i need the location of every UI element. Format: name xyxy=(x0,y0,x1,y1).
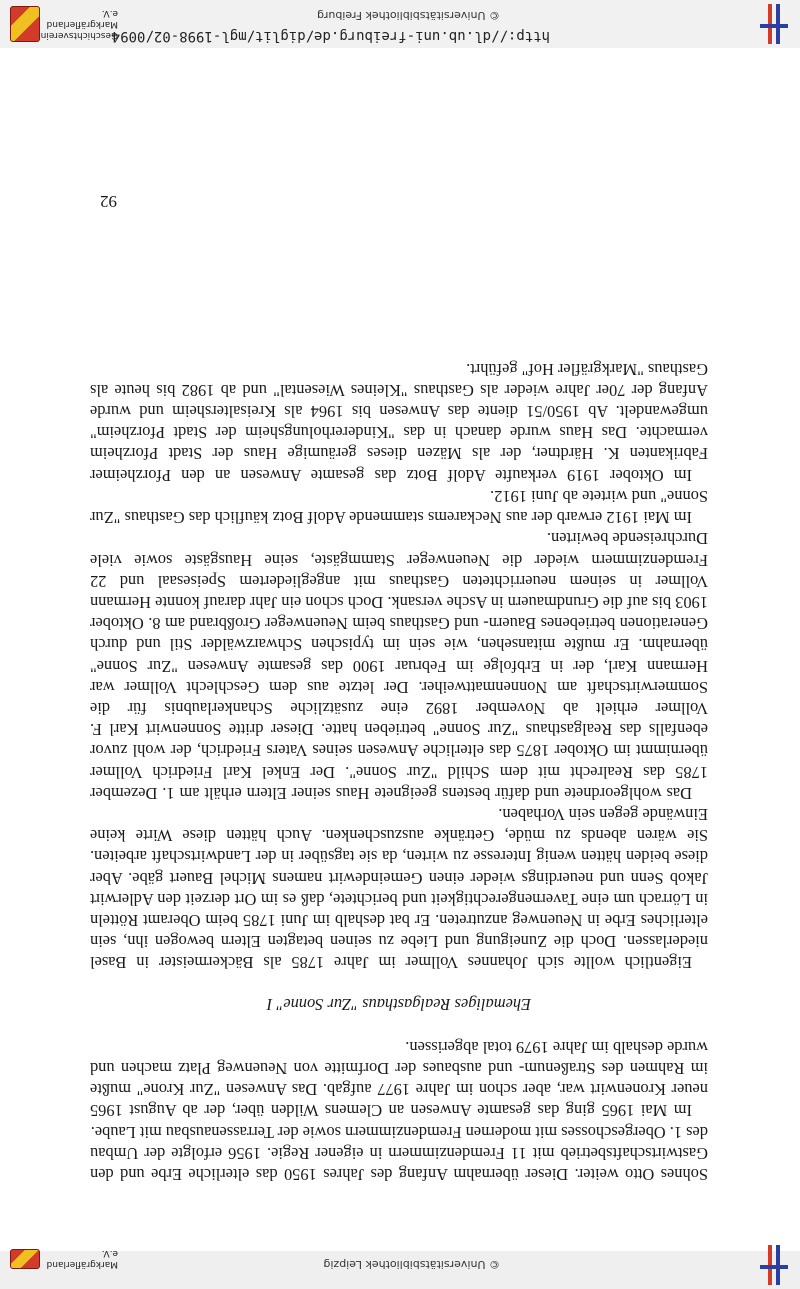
copyright-notice: © Universitätsbibliothek Freiburg xyxy=(317,9,500,22)
society-name xyxy=(40,7,118,40)
library-banner xyxy=(0,0,800,48)
library-logo-icon xyxy=(760,4,792,44)
paragraph: Im Mai 1965 ging das gesamte Anwesen an Clemens Wilden über, der ab August 1965 neuer Kronenwirt war, aber schon im Jahre 1977 aufgab. Das Anwesen "Zur Krone" mußte im Rahmen des Straßenum- und ausbaues der Dorfmitte von Neuenweg Platz machen und wurde deshalb im Jahre 1979 total abgerissen. xyxy=(90,1037,708,1121)
paragraph: Das wohlgeordnete und dafür bestens geeignete Haus seiner Eltern erhält am 1. Dezember 1785 das Realrecht mit dem Schild "Zur Sonne". Der Enkel Karl Friedrich Vollmer übernimmt im Oktober 1875 das elterliche Anwesen seines Vaters Friedrich, der wohl zuvor ebenfalls das Realgasthaus "Zur Sonne" betrieben hatte. Dieser dritte Sonnenwirt Karl F. Vollmer erhielt ab November 1892 eine zusätzliche Schankerlaubnis für die Sommerwirtschaft am Nonnenmattweiher. Der letzte aus dem Geschlecht Vollmer war Hermann Karl, der in Erbfolge im Februar 1900 das gesamte Anwesen "Zur Sonne" übernahm. Er mußte mitansehen, wie sein im typischen Schwarzwälder Stil und durch Generationen betriebenes Bauern- und Gasthaus beim Neuenweger Großbrand am 8. Oktober 1903 bis auf die Grundmauern in Asche versank. Doch schon ein Jahr darauf konnte Hermann Vollmer in seinem neuerrichteten Gasthaus mit angegliedertem Speisesaal und 22 Fremdenzimmern wieder die Neuenweger Stammgäste, seine Hausgäste sowie viele Durchreisende bewirten. xyxy=(90,529,708,803)
society-name-line: Geschichtsverein xyxy=(40,30,118,40)
society-crest-icon xyxy=(10,6,40,42)
society-crest-icon xyxy=(10,1249,40,1269)
partial-library-banner xyxy=(0,1248,800,1289)
paragraph: Im Mai 1912 erwarb der aus Neckarems stammende Adolf Botz käuflich das Gasthaus "Zur Sonne" und wirtete ab Juni 1912. xyxy=(90,486,708,528)
partial-copyright: © Universitätsbibliothek Leipzig xyxy=(323,1258,500,1271)
paragraph: Sohnes Otto weiter. Dieser übernahm Anfang des Jahres 1950 das elterliche Erbe und den Gastwirtschaftsbetrieb mit 11 Fremdenzimmern in eigener Regie. 1956 erfolgte der Umbau des 1. Obergeschosses mit modernen Fremdenzimmern sowie der Terrassenausbau mit Laube. xyxy=(90,1122,708,1184)
paragraph: Eigentlich wollte sich Johannes Vollmer im Jahre 1785 als Bäckermeister in Basel niederlassen. Doch die Zuneigung und Liebe zu seinen betagten Eltern bewogen ihn, sein elterliches Erbe in Neuenweg anzutreten. Er bat deshalb im Juni 1785 beim Oberamt Rötteln in Lörrach um eine Tavernengerechtigkeit und berichtete, daß es im Ort derzeit den Adlerwirt Jakob Senn und neuerdings wieder einen Gemeindewirt namens Michel Bauert gäbe. Aber diese beiden hätten wenig Interesse zu wirten, da sie tagsüber in der Landwirtschaft arbeiten. Sie wären abends zu müde, Getränke auszuschenken. Auch hätten diese Wirte keine Einwände gegen sein Vorhaben. xyxy=(90,804,708,973)
society-name-line: Markgräflerland e.V. xyxy=(46,8,118,29)
page-number: 92 xyxy=(100,192,117,211)
book-text-block xyxy=(90,358,708,1185)
section-heading: Ehemaliges Realgasthaus "Zur Sonne" I xyxy=(266,994,532,1014)
library-logo-icon xyxy=(760,1251,792,1285)
permalink-url[interactable]: http://dl.ub.uni-freiburg.de/diglit/mgl-1998-02/0094 xyxy=(111,28,550,44)
paragraph: Im Oktober 1919 verkaufte Adolf Botz das gesamte Anwesen an den Pforzheimer Fabrikanten K. Härdtner, der als Mäzen dieses geräumige Haus der Stadt Pforzheim vermachte. Das Haus wurde danach in das "Kindererholungsheim der Stadt Pforzheim" umgewandelt. Ab 1950/51 diente das Anwesen bis 1964 als Kreisaltersheim und wurde Anfang der 70er Jahre wieder als Gasthaus "Kleines Wiesental" und ab 1982 bis heute als Gasthaus "Markgräfler Hof" geführt. xyxy=(90,359,708,485)
partial-society-name: Markgräflerland e.V. xyxy=(46,1248,118,1269)
